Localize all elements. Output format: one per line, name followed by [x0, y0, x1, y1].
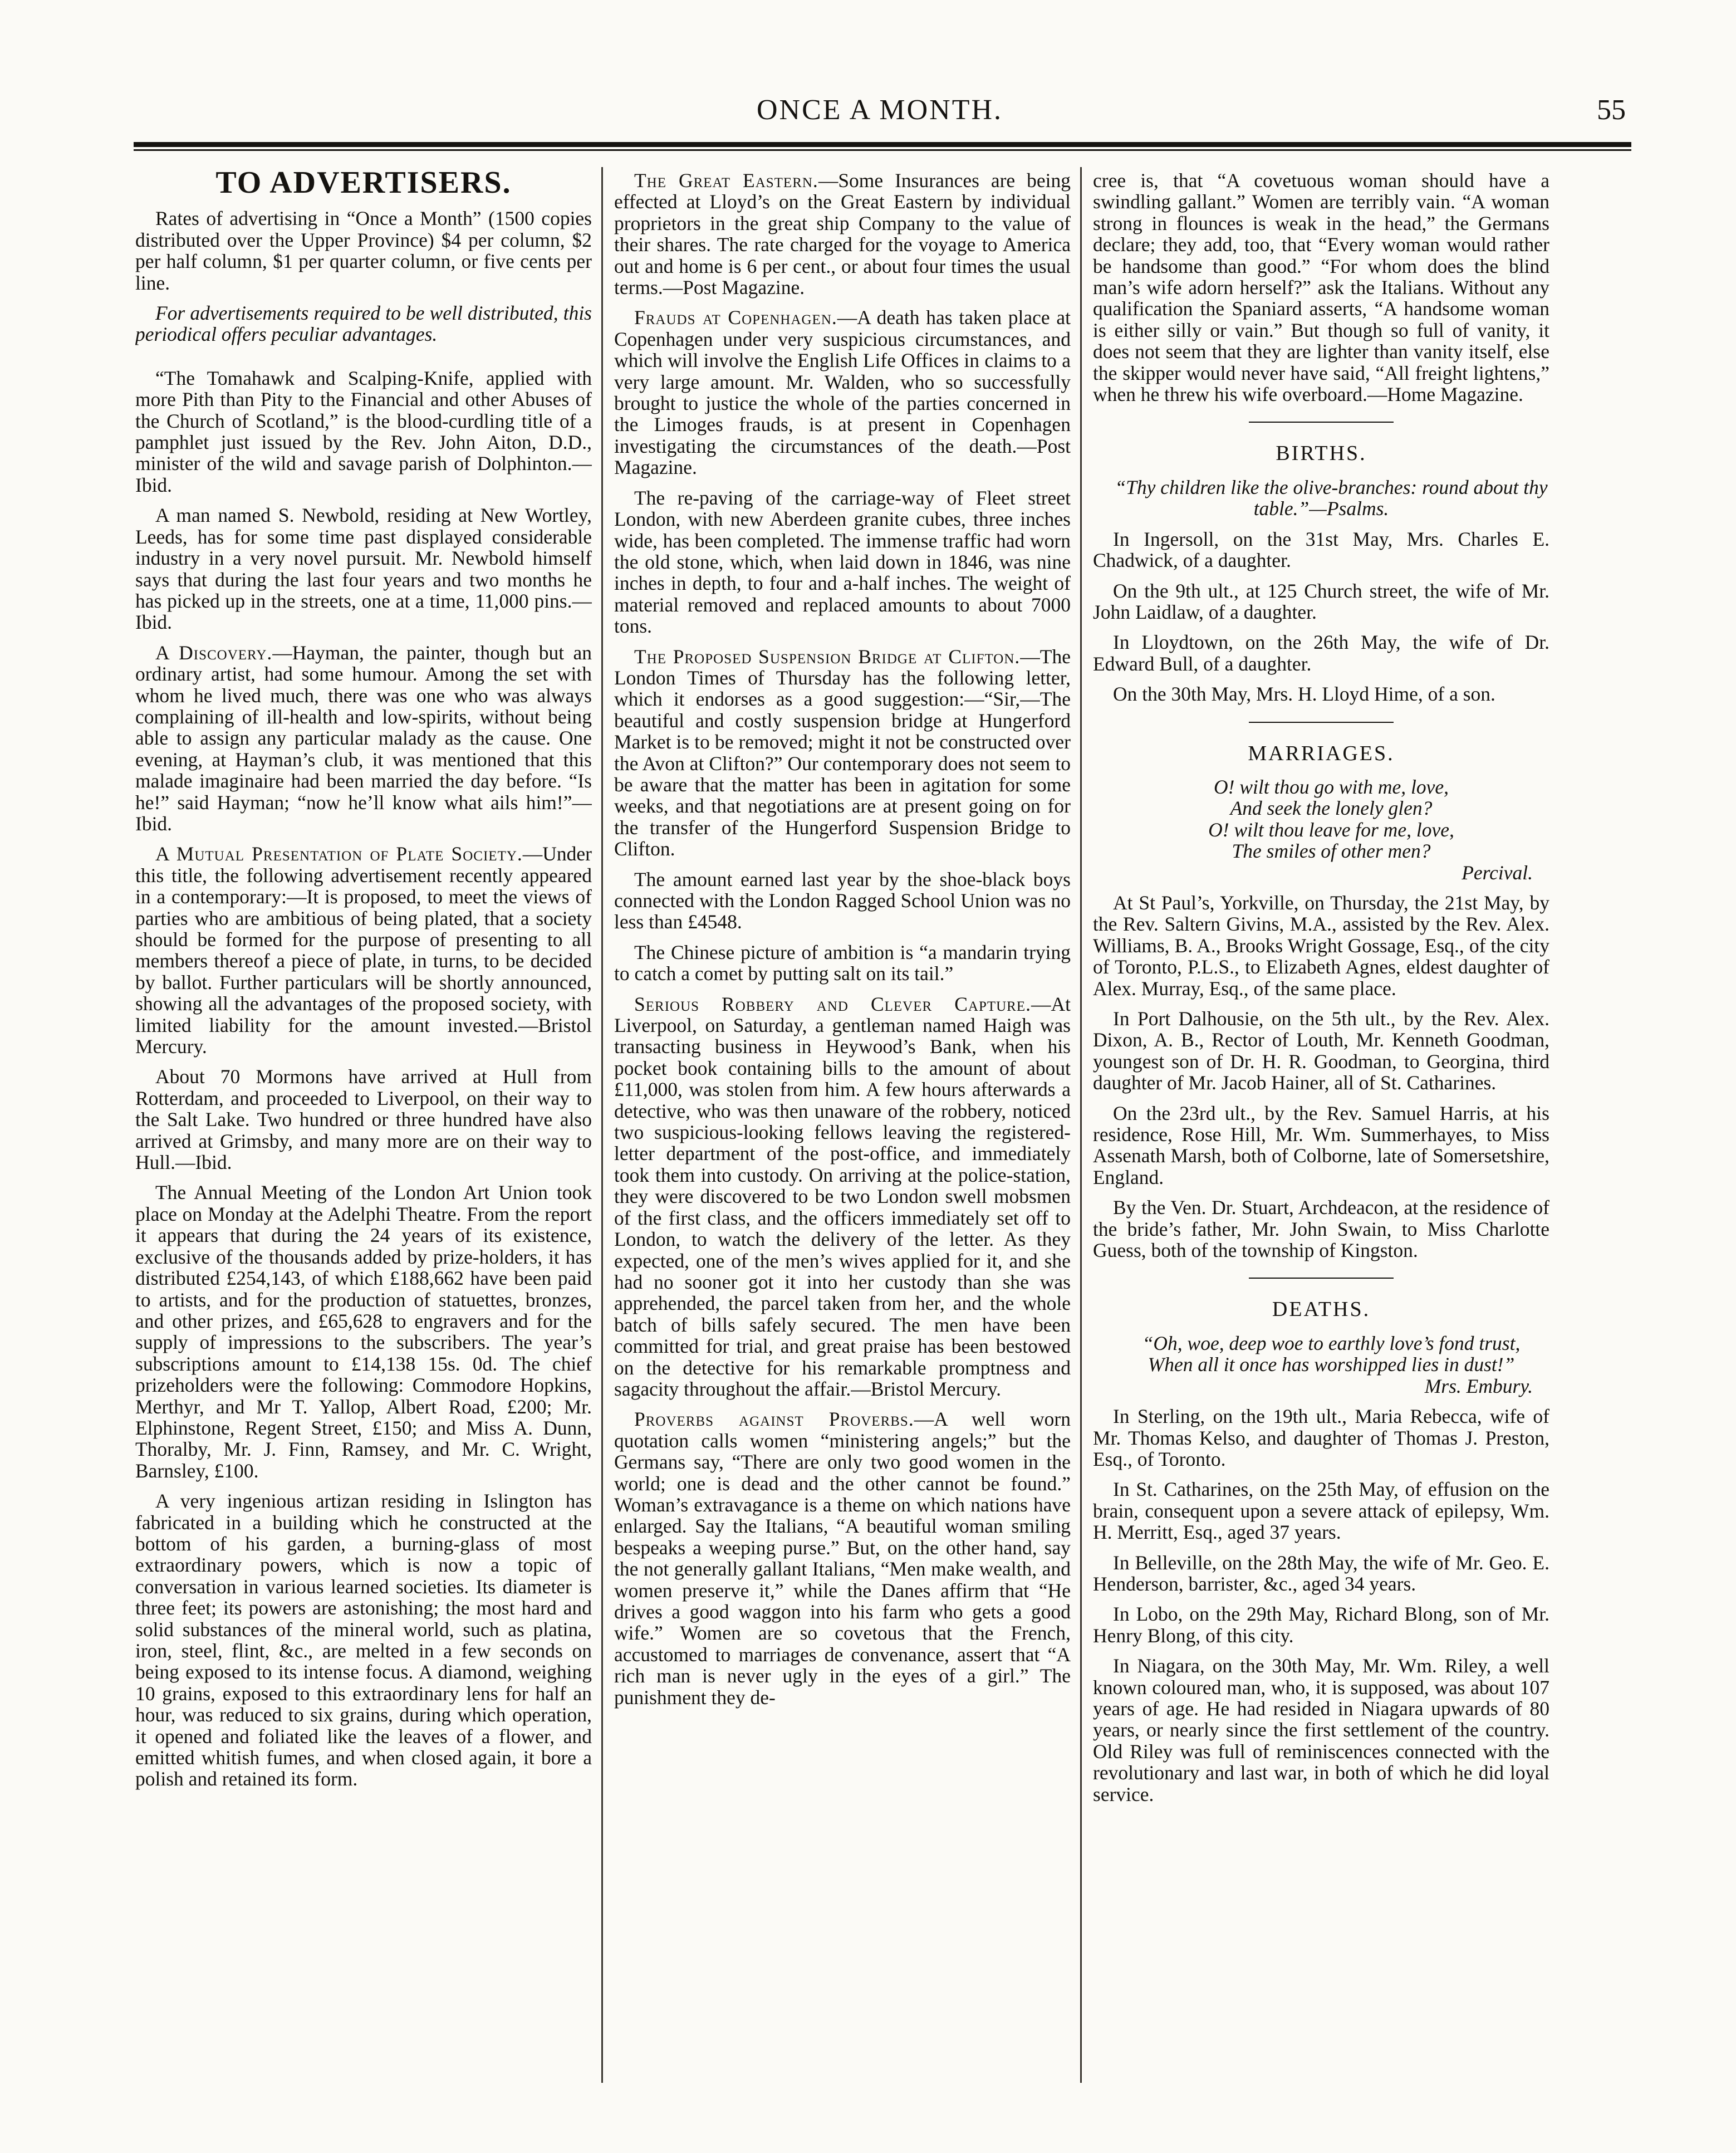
section-rule: [1249, 1278, 1394, 1279]
marriages-verse: [1093, 776, 1549, 883]
column-2: [614, 170, 1071, 2074]
marriage-notice: On the 23rd ult., by the Rev. Samuel Harris, at his residence, Rose Hill, Mr. Wm. Summerhayes, to Miss Assenath Marsh, both of Colborne, late of Somersetshire, England.: [1093, 1102, 1549, 1188]
verse-line: O! wilt thou leave for me, love,: [1208, 818, 1454, 841]
article-body: —A death has taken place at Copenhagen under very suspicious circumstances, and which will involve the English Life Offices in claims to a very large amount. Mr. Walden, who so successfully brought to justice the whole of the parties concerned in the Limoges frauds, is at present in Copenhagen investigating the circumstances of the death.—Post Magazine.: [614, 306, 1071, 479]
article-label: Proverbs against Proverbs.: [634, 1408, 914, 1431]
verse-attribution: Mrs. Embury.: [1424, 1374, 1533, 1397]
section-rule: [1249, 722, 1394, 723]
deaths-heading: DEATHS.: [1272, 1298, 1371, 1322]
article-artizan: A very ingenious artizan residing in Islington has fabricated in a building which he constructed at the bottom of his garden, a burning-glass of most extraordinary powers, which is now a topic of conversation in various learned societies. Its diameter is three feet; its powers are astonishing; the most hard and solid substances of the mineral world, such as platina, iron, steel, flint, &c., are melted in a few seconds on being exposed to its intense focus. A diamond, weighing 10 grains, exposed to this extraordinary lens for half an hour, was reduced to six grains, during which operation, it opened and foliated like the leaves of a flower, and emitted whitish fumes, and when closed again, it bore a polish and retained its form.: [135, 1490, 592, 1790]
births-heading: BIRTHS.: [1276, 442, 1367, 466]
verse-attribution: Percival.: [1462, 861, 1533, 884]
article-plate-society: [135, 843, 592, 1057]
advertising-note: For advertisements required to be well distributed, this periodical offers peculiar advantages.: [135, 302, 592, 346]
article-body: —Under this title, the following advertisement recently appeared in a contemporary:—It is proposed, to meet the views of parties who are ambitious of being plated, that a society should be formed for the purpose of presenting to all members thereof a piece of plate, in turns, to be decided by ballot. Further particulars will be shortly announced, showing all the advantages of the proposed society, with limited liability for the amount invested.—Bristol Mercury.: [135, 843, 592, 1058]
column-1: [135, 170, 592, 2074]
article-fleet-street: The re-paving of the carriage-way of Fleet street London, with new Aberdeen granite cubes, three inches wide, has been completed. The immense traffic had worn the old stone, which, when laid down in 1846, was nine inches in depth, to four and a-half inches. The weight of material removed and replaced amounts to about 7000 tons.: [614, 486, 1071, 638]
column-divider: [1080, 167, 1082, 2083]
page-number: 55: [1597, 94, 1626, 126]
article-suspension-bridge: [614, 646, 1071, 860]
article-body: —At Liverpool, on Saturday, a gentleman named Haigh was transacting business in Heywood’s Bank, when his pocket book containing bills to the amount of about £11,000, was stolen from him. A few hours afterwards a detective, who was then unaware of the robbery, noticed two suspicious-looking fellows leaving the registered-letter department of the post-office, and immediately took them into custody. On arriving at the police-station, they were discovered to be two London swell mobsmen of the first class, and the officers immediately set off to London, to watch the delivery of the letter. As they expected, one of the men’s wives applied for it, and she had no sooner got it into her custody than she was apprehended, the parcel taken from her, and the whole batch of bills safely secured. The men have been committed for trial, and great praise has been bestowed on the detective for his remarkable promptness and sagacity throughout the affair.—Bristol Mercury.: [614, 992, 1071, 1400]
article-shoeblack: The amount earned last year by the shoe-black boys connected with the London Ragged School Union was no less than £4548.: [614, 868, 1071, 933]
death-notice: In St. Catharines, on the 25th May, of effusion on the brain, consequent upon a severe attack of epilepsy, Wm. H. Merritt, Esq., aged 37 years.: [1093, 1478, 1549, 1544]
article-newbold: A man named S. Newbold, residing at New Wortley, Leeds, has for some time past displayed considerable industry in a very novel pursuit. Mr. Newbold himself says that during the last four years and two months he has picked up in the streets, one at a time, 11,000 pins.—Ibid.: [135, 504, 592, 634]
advertisers-heading: TO ADVERTISERS.: [215, 170, 512, 200]
page-header: [134, 89, 1626, 134]
verse-line: When all it once has worshipped lies in dust!”: [1147, 1353, 1515, 1376]
marriage-notice: At St Paul’s, Yorkville, on Thursday, the 21st May, by the Rev. Saltern Givins, M.A., assisted by the Rev. Alex. Williams, B. A., Brooks Wright Gossage, Esq., of the city of Toronto, P.L.S., to Elizabeth Agnes, eldest daughter of Alex. Murray, Esq., of the same place.: [1093, 891, 1549, 1000]
article-label: A Mutual Presentation of Plate Society.: [155, 843, 523, 865]
deaths-verse: [1093, 1333, 1549, 1397]
death-notice: In Belleville, on the 28th May, the wife of Mr. Geo. E. Henderson, barrister, &c., aged 34 years.: [1093, 1551, 1549, 1595]
marriage-notice: By the Ven. Dr. Stuart, Archdeacon, at the residence of the bride’s father, Mr. John Swain, to Miss Charlotte Guess, both of the township of Kingston.: [1093, 1196, 1549, 1262]
article-art-union: The Annual Meeting of the London Art Union took place on Monday at the Adelphi Theatre. From the report it appears that during the 24 years of its existence, exclusive of the thousands added by prize-holders, it has distributed £254,143, of which £188,662 have been paid to artists, and for the production of statuettes, bronzes, and other prizes, and £65,628 to engravers and for the supply of impressions to the subscribers. The year’s subscriptions amount to £14,138 15s. 0d. The chief prizeholders were the following: Commodore Hopkins, Merthyr, and Mr T. Yallop, Albert Road, £200; Mr. Elphinstone, Regent Street, £150; and Miss A. Dunn, Thoralby, Mr. J. Finn, Ramsey, and Mr. C. Wright, Barnsley, £100.: [135, 1181, 592, 1482]
article-chinese: The Chinese picture of ambition is “a mandarin trying to catch a comet by putting salt on its tail.”: [614, 941, 1071, 985]
death-notice: In Lobo, on the 29th May, Richard Blong, son of Mr. Henry Blong, of this city.: [1093, 1603, 1549, 1647]
article-label: The Proposed Suspension Bridge at Clifton.: [634, 645, 1021, 668]
verse-line: “Oh, woe, deep woe to earthly love’s fond trust,: [1142, 1332, 1521, 1354]
article-body: —Some Insurances are being effected at Lloyd’s on the Great Eastern by individual proprietors in the great ship Company to the value of their shares. The rate charged for the voyage to America out and home is 6 per cent., or about four times the usual terms.—Post Magazine.: [614, 170, 1071, 299]
section-rule: [1249, 422, 1394, 423]
article-discovery: [135, 642, 592, 835]
birth-notice: In Ingersoll, on the 31st May, Mrs. Charles E. Chadwick, of a daughter.: [1093, 527, 1549, 572]
running-title: ONCE A MONTH.: [756, 94, 1003, 126]
article-mormons: About 70 Mormons have arrived at Hull from Rotterdam, and proceeded to Liverpool, on their way to the Salt Lake. Two hundred or three hundred have also arrived at Grimsby, and many more are on their way to Hull.—Ibid.: [135, 1065, 592, 1174]
header-rule-thin: [134, 149, 1631, 151]
death-notice: In Niagara, on the 30th May, Mr. Wm. Riley, a well known coloured man, who, it is supposed, was about 107 years of age. He had resided in Niagara upwards of 80 years, or nearly since the first settlement of the country. Old Riley was full of reminiscences connected with the revolutionary and last war, in both of which he did loyal service.: [1093, 1655, 1549, 1805]
death-notice: In Sterling, on the 19th ult., Maria Rebecca, wife of Mr. Thomas Kelso, and daughter of Thomas J. Preston, Esq., of Toronto.: [1093, 1405, 1549, 1470]
article-proverbs-continued: cree is, that “A covetuous woman should have a swindling gallant.” Women are terribly vain. “A woman strong in flounces is weak in the head,” the Germans declare; they add, too, that “Every woman would rather be handsome than good.” “For whom does the blind man’s wife adorn herself?” ask the Italians. Without any qualification the Spaniard asserts, “A handsome woman is either silly or vain.” But though so full of vanity, it does not seem that they are lighter than vanity itself, else the skipper would never have said, “All freight lightens,” when he threw his wife overboard.—Home Magazine.: [1093, 170, 1549, 406]
column-3: [1093, 170, 1549, 2074]
birth-notice: In Lloydtown, on the 26th May, the wife of Dr. Edward Bull, of a daughter.: [1093, 631, 1549, 675]
column-divider: [601, 167, 603, 2083]
header-rule: [134, 142, 1631, 147]
advertising-rates: Rates of advertising in “Once a Month” (1500 copies distributed over the Upper Province) $4 per column, $2 per half column, $1 per quarter column, or five cents per line.: [135, 207, 592, 294]
verse-line: The smiles of other men?: [1232, 840, 1431, 863]
article-frauds: [614, 307, 1071, 478]
article-great-eastern: [614, 170, 1071, 298]
article-label: The Great Eastern.: [634, 170, 818, 192]
marriage-notice: In Port Dalhousie, on the 5th ult., by the Rev. Alex. Dixon, A. B., Rector of Louth, Mr. Kenneth Goodman, youngest son of Dr. H. R. Goodman, to Georgina, third daughter of Mr. Jacob Hainer, all of St. Catharines.: [1093, 1007, 1549, 1094]
birth-notice: On the 9th ult., at 125 Church street, the wife of Mr. John Laidlaw, of a daughter.: [1093, 579, 1549, 623]
article-body: —A well worn quotation calls women “ministering angels;” but the Germans say, “There are only two good women in the world; one is dead and the other cannot be found.” Woman’s extravagance is a theme on which nations have enlarged. Say the Italians, “A beautiful woman smiling bespeaks a weeping purse.” But, on the other hand, say the not generally gallant Italians, “Men make wealth, and women preserve it,” while the Danes affirm that “He drives a good waggon into his farm who gets a good wife.” Women are so covetous that the French, accustomed to marriages de convenance, assert that “A rich man is never ugly in the eyes of a girl.” The punishment they de-: [614, 1408, 1071, 1709]
verse-line: And seek the lonely glen?: [1230, 797, 1433, 820]
verse-line: O! wilt thou go with me, love,: [1213, 775, 1449, 798]
births-verse: “Thy children like the olive-branches: round about thy table.”—Psalms.: [1115, 476, 1548, 520]
birth-notice: On the 30th May, Mrs. H. Lloyd Hime, of a son.: [1113, 683, 1495, 706]
marriages-heading: MARRIAGES.: [1248, 741, 1395, 765]
article-label: A Discovery.: [155, 641, 273, 664]
article-body: —Hayman, the painter, though but an ordinary artist, had some humour. Among the set with whom he lived much, there was one who was always complaining of ill-health and low-spirits, without being able to assign any particular malady as the cause. One evening, at Hayman’s club, it was mentioned that this malade imaginaire had been married the day before. “Is he!” said Hayman; “now he’ll know what ails him!”—Ibid.: [135, 641, 592, 835]
article-label: Frauds at Copenhagen.: [634, 306, 837, 329]
article-proverbs: [614, 1408, 1071, 1708]
article-robbery: [614, 994, 1071, 1400]
article-tomahawk: “The Tomahawk and Scalping-Knife, applied with more Pith than Pity to the Financial and other Abuses of the Church of Scotland,” is the blood-curdling title of a pamphlet just issued by the Rev. John Aiton, D.D., minister of the wild and savage parish of Dolphinton.—Ibid.: [135, 366, 592, 496]
article-body: —The London Times of Thursday has the following letter, which it endorses as a good suggestion:—“Sir,—The beautiful and costly suspension bridge at Hungerford Market is to be removed; might it not be constructed over the Avon at Clifton?” Our contemporary does not seem to be aware that the matter has been in agitation for some weeks, and that negotiations are at present going on for the transfer of the Hungerford Suspension Bridge to Clifton.: [614, 645, 1071, 860]
article-label: Serious Robbery and Clever Capture.: [634, 992, 1031, 1015]
